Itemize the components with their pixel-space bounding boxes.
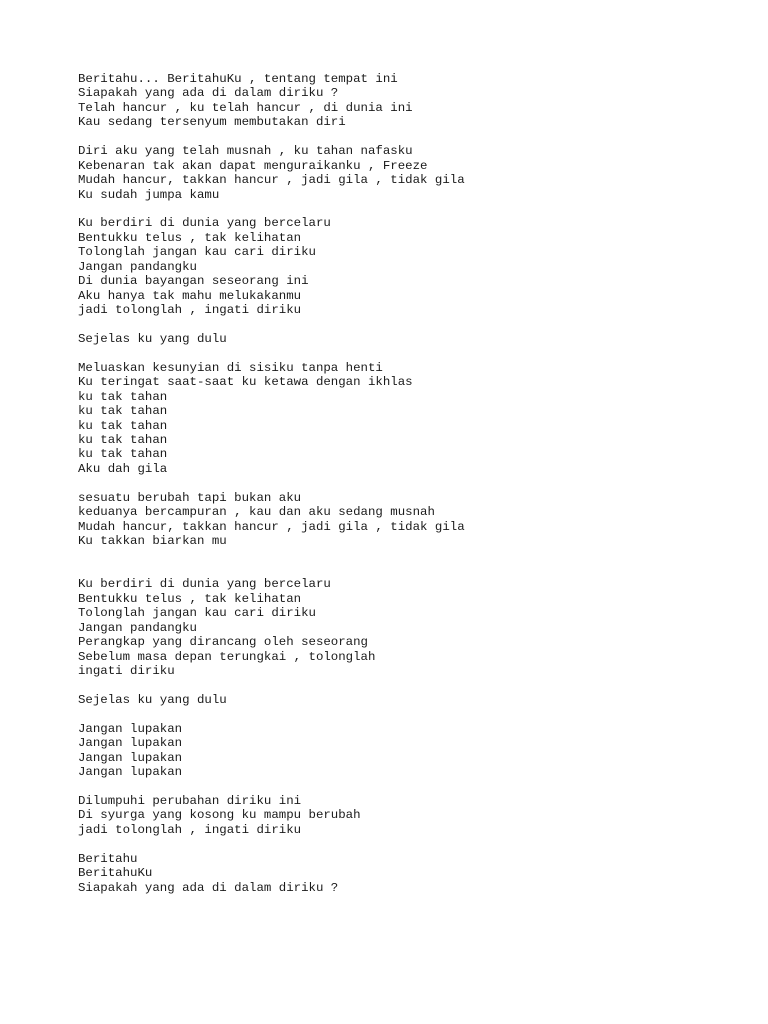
lyric-line: Bentukku telus , tak kelihatan — [78, 230, 302, 245]
lyric-line: ku tak tahan — [78, 389, 168, 404]
lyric-line: Meluaskan kesunyian di sisiku tanpa henti — [78, 360, 383, 375]
lyric-line: jadi tolonglah , ingati diriku — [78, 303, 302, 317]
lyric-line: Siapakah yang ada di dalam diriku ? — [78, 86, 339, 101]
lyric-line: Ku sudah jumpa kamu — [78, 187, 220, 202]
lyric-line: Aku dah gila — [78, 461, 168, 476]
stanza-8 — [78, 693, 738, 707]
lyric-line: Sejelas ku yang dulu — [78, 331, 227, 346]
lyric-line: ku tak tahan — [78, 447, 168, 462]
lyric-line: Tolonglah jangan kau cari diriku — [78, 245, 316, 260]
stanza-1 — [78, 72, 738, 130]
stanza-11 — [78, 852, 738, 895]
stanza-5 — [78, 361, 738, 477]
lyric-line: Jangan lupakan — [78, 750, 183, 765]
lyric-line: Sejelas ku yang dulu — [78, 692, 227, 707]
stanza-4 — [78, 332, 738, 346]
lyric-line: Beritahu... BeritahuKu , tentang tempat ini — [78, 72, 398, 86]
lyric-line: sesuatu berubah tapi bukan aku — [78, 490, 302, 505]
lyric-line: jadi tolonglah , ingati diriku — [78, 822, 302, 837]
lyric-line: ku tak tahan — [78, 418, 168, 433]
lyric-line: BeritahuKu — [78, 866, 153, 881]
lyric-line: Ku takkan biarkan mu — [78, 534, 227, 548]
lyric-line: ingati diriku — [78, 663, 175, 678]
lyric-line: Perangkap yang dirancang oleh seseorang — [78, 635, 368, 650]
lyric-line: Di syurga yang kosong ku mampu berubah — [78, 808, 361, 823]
lyric-line: keduanya bercampuran , kau dan aku sedang musnah — [78, 505, 435, 520]
lyric-line: Jangan pandangku — [78, 620, 197, 635]
lyric-line: Ku berdiri di dunia yang bercelaru — [78, 577, 331, 592]
lyric-line: Ku berdiri di dunia yang bercelaru — [78, 216, 331, 231]
lyric-line: Dilumpuhi perubahan diriku ini — [78, 793, 302, 808]
lyric-line: Jangan lupakan — [78, 736, 183, 751]
lyric-line: Di dunia bayangan seseorang ini — [78, 274, 309, 289]
stanza-6 — [78, 491, 738, 549]
lyric-line: Jangan lupakan — [78, 765, 183, 780]
lyric-line: Kebenaran tak akan dapat menguraikanku , Freeze — [78, 158, 428, 173]
lyric-line: Mudah hancur, takkan hancur , jadi gila , tidak gila — [78, 173, 465, 188]
lyric-line: Aku hanya tak mahu melukakanmu — [78, 288, 302, 303]
lyric-line: Mudah hancur, takkan hancur , jadi gila , tidak gila — [78, 519, 465, 534]
lyric-line: Jangan lupakan — [78, 721, 183, 736]
stanza-9 — [78, 722, 738, 780]
stanza-10 — [78, 794, 738, 837]
lyric-line: Bentukku telus , tak kelihatan — [78, 591, 302, 606]
lyric-line: Kau sedang tersenyum membutakan diri — [78, 115, 346, 130]
stanza-2 — [78, 144, 738, 202]
lyric-line: Telah hancur , ku telah hancur , di dunia ini — [78, 100, 413, 115]
lyric-line: Tolonglah jangan kau cari diriku — [78, 606, 316, 621]
lyric-line: Jangan pandangku — [78, 259, 197, 274]
lyric-line: Sebelum masa depan terungkai , tolonglah — [78, 649, 376, 664]
lyric-line: Ku teringat saat-saat ku ketawa dengan ikhlas — [78, 375, 413, 390]
lyric-line: Beritahu — [78, 851, 138, 866]
lyric-line: Diri aku yang telah musnah , ku tahan nafasku — [78, 144, 413, 159]
lyric-line: ku tak tahan — [78, 432, 168, 447]
lyrics-text — [78, 72, 738, 909]
stanza-7 — [78, 577, 738, 678]
lyric-line: Siapakah yang ada di dalam diriku ? — [78, 880, 339, 895]
stanza-3 — [78, 216, 738, 317]
lyric-line: ku tak tahan — [78, 404, 168, 419]
